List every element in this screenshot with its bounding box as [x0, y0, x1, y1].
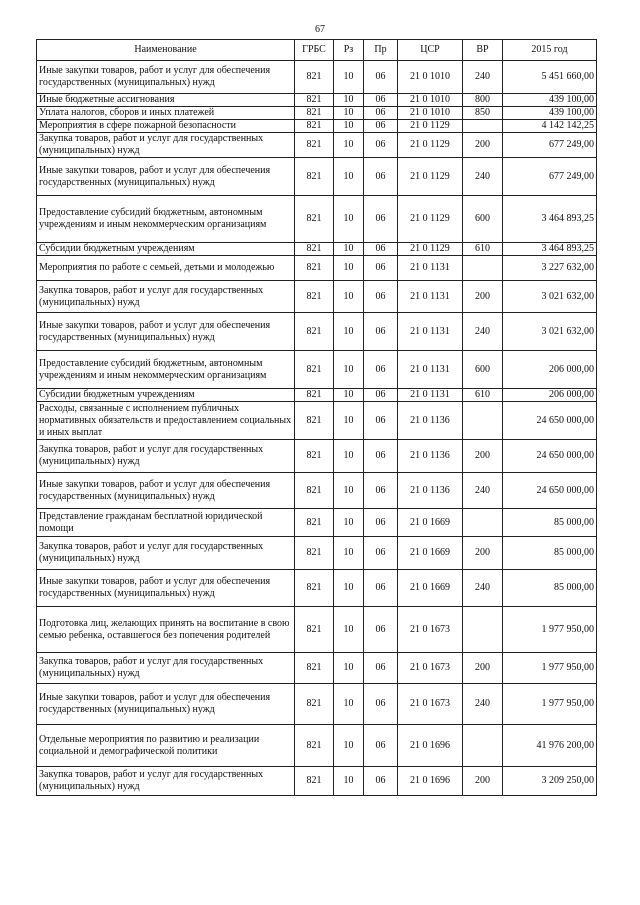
cell-vr: 850: [463, 107, 503, 120]
cell-csr: 21 0 1010: [398, 61, 463, 94]
cell-pr: 06: [364, 684, 398, 725]
cell-csr: 21 0 1131: [398, 351, 463, 389]
cell-name: Иные закупки товаров, работ и услуг для обеспечения государственных (муниципальных) нужд: [37, 313, 295, 351]
cell-rz: 10: [334, 94, 364, 107]
cell-vr: [463, 256, 503, 281]
table-row: [37, 570, 597, 607]
cell-vr: 240: [463, 313, 503, 351]
cell-amount: 1 977 950,00: [503, 684, 597, 725]
cell-vr: [463, 120, 503, 133]
cell-csr: 21 0 1129: [398, 133, 463, 158]
cell-grbs: 821: [295, 120, 334, 133]
cell-pr: 06: [364, 256, 398, 281]
cell-grbs: 821: [295, 351, 334, 389]
cell-grbs: 821: [295, 473, 334, 509]
cell-csr: 21 0 1696: [398, 767, 463, 796]
cell-rz: 10: [334, 61, 364, 94]
cell-amount: 24 650 000,00: [503, 440, 597, 473]
cell-rz: 10: [334, 767, 364, 796]
cell-amount: 677 249,00: [503, 158, 597, 196]
table-row: [37, 256, 597, 281]
cell-csr: 21 0 1010: [398, 94, 463, 107]
cell-amount: 439 100,00: [503, 94, 597, 107]
cell-grbs: 821: [295, 313, 334, 351]
cell-pr: 06: [364, 61, 398, 94]
cell-csr: 21 0 1669: [398, 509, 463, 537]
header-name: Наименование: [37, 40, 295, 61]
cell-vr: [463, 402, 503, 440]
cell-name: Иные закупки товаров, работ и услуг для обеспечения государственных (муниципальных) нужд: [37, 684, 295, 725]
cell-name: Иные закупки товаров, работ и услуг для обеспечения государственных (муниципальных) нужд: [37, 473, 295, 509]
cell-rz: 10: [334, 256, 364, 281]
cell-amount: 677 249,00: [503, 133, 597, 158]
cell-amount: 3 209 250,00: [503, 767, 597, 796]
table-row: [37, 473, 597, 509]
cell-pr: 06: [364, 570, 398, 607]
cell-rz: 10: [334, 607, 364, 653]
cell-vr: 800: [463, 94, 503, 107]
cell-name: Иные бюджетные ассигнования: [37, 94, 295, 107]
cell-csr: 21 0 1129: [398, 120, 463, 133]
cell-grbs: 821: [295, 281, 334, 313]
cell-csr: 21 0 1129: [398, 243, 463, 256]
cell-rz: 10: [334, 537, 364, 570]
table-row: [37, 94, 597, 107]
cell-pr: 06: [364, 725, 398, 767]
cell-rz: 10: [334, 243, 364, 256]
cell-rz: 10: [334, 281, 364, 313]
cell-name: Предоставление субсидий бюджетным, автономным учреждениям и иным некоммерческим организациям: [37, 196, 295, 243]
cell-rz: 10: [334, 107, 364, 120]
cell-name: Иные закупки товаров, работ и услуг для обеспечения государственных (муниципальных) нужд: [37, 61, 295, 94]
cell-vr: 610: [463, 389, 503, 402]
table-row: [37, 133, 597, 158]
cell-name: Иные закупки товаров, работ и услуг для обеспечения государственных (муниципальных) нужд: [37, 158, 295, 196]
cell-grbs: 821: [295, 767, 334, 796]
cell-vr: 600: [463, 196, 503, 243]
cell-amount: 41 976 200,00: [503, 725, 597, 767]
cell-rz: 10: [334, 509, 364, 537]
table-row: [37, 537, 597, 570]
cell-grbs: 821: [295, 107, 334, 120]
budget-table: [36, 39, 597, 796]
table-row: [37, 120, 597, 133]
cell-pr: 06: [364, 243, 398, 256]
table-row: [37, 61, 597, 94]
cell-vr: 200: [463, 653, 503, 684]
cell-amount: 1 977 950,00: [503, 653, 597, 684]
table-row: [37, 389, 597, 402]
cell-amount: 3 021 632,00: [503, 281, 597, 313]
cell-csr: 21 0 1669: [398, 537, 463, 570]
cell-amount: 206 000,00: [503, 389, 597, 402]
cell-amount: 5 451 660,00: [503, 61, 597, 94]
cell-rz: 10: [334, 351, 364, 389]
cell-rz: 10: [334, 158, 364, 196]
cell-grbs: 821: [295, 402, 334, 440]
cell-pr: 06: [364, 107, 398, 120]
cell-csr: 21 0 1131: [398, 389, 463, 402]
cell-vr: [463, 725, 503, 767]
cell-grbs: 821: [295, 684, 334, 725]
cell-amount: 1 977 950,00: [503, 607, 597, 653]
table-row: [37, 243, 597, 256]
cell-grbs: 821: [295, 653, 334, 684]
cell-rz: 10: [334, 133, 364, 158]
cell-name: Закупка товаров, работ и услуг для государственных (муниципальных) нужд: [37, 653, 295, 684]
table-row: [37, 281, 597, 313]
cell-vr: 240: [463, 570, 503, 607]
table-row: [37, 351, 597, 389]
cell-grbs: 821: [295, 256, 334, 281]
cell-vr: [463, 607, 503, 653]
header-year: 2015 год: [503, 40, 597, 61]
cell-name: Подготовка лиц, желающих принять на воспитание в свою семью ребенка, оставшегося без попечения родителей: [37, 607, 295, 653]
cell-csr: 21 0 1696: [398, 725, 463, 767]
cell-name: Закупка товаров, работ и услуг для государственных (муниципальных) нужд: [37, 133, 295, 158]
cell-name: Закупка товаров, работ и услуг для государственных (муниципальных) нужд: [37, 440, 295, 473]
cell-vr: 200: [463, 537, 503, 570]
cell-vr: 200: [463, 133, 503, 158]
cell-pr: 06: [364, 120, 398, 133]
cell-name: Уплата налогов, сборов и иных платежей: [37, 107, 295, 120]
cell-name: Субсидии бюджетным учреждениям: [37, 243, 295, 256]
cell-name: Закупка товаров, работ и услуг для государственных (муниципальных) нужд: [37, 767, 295, 796]
cell-pr: 06: [364, 389, 398, 402]
cell-csr: 21 0 1131: [398, 281, 463, 313]
table-row: [37, 313, 597, 351]
cell-rz: 10: [334, 402, 364, 440]
cell-rz: 10: [334, 389, 364, 402]
cell-rz: 10: [334, 440, 364, 473]
table-row: [37, 607, 597, 653]
cell-vr: 200: [463, 767, 503, 796]
cell-pr: 06: [364, 653, 398, 684]
header-csr: ЦСР: [398, 40, 463, 61]
cell-name: Закупка товаров, работ и услуг для государственных (муниципальных) нужд: [37, 537, 295, 570]
cell-amount: 4 142 142,25: [503, 120, 597, 133]
cell-name: Мероприятия в сфере пожарной безопасности: [37, 120, 295, 133]
cell-csr: 21 0 1131: [398, 256, 463, 281]
page-number: 67: [315, 24, 325, 35]
cell-grbs: 821: [295, 61, 334, 94]
table-row: [37, 684, 597, 725]
cell-grbs: 821: [295, 537, 334, 570]
cell-pr: 06: [364, 133, 398, 158]
cell-name: Иные закупки товаров, работ и услуг для обеспечения государственных (муниципальных) нужд: [37, 570, 295, 607]
cell-rz: 10: [334, 570, 364, 607]
cell-csr: 21 0 1673: [398, 653, 463, 684]
cell-pr: 06: [364, 509, 398, 537]
cell-amount: 3 464 893,25: [503, 196, 597, 243]
table-header-row: [37, 40, 597, 61]
cell-grbs: 821: [295, 133, 334, 158]
cell-pr: 06: [364, 196, 398, 243]
table-row: [37, 158, 597, 196]
cell-grbs: 821: [295, 725, 334, 767]
cell-grbs: 821: [295, 94, 334, 107]
cell-grbs: 821: [295, 570, 334, 607]
cell-amount: 439 100,00: [503, 107, 597, 120]
cell-name: Отдельные мероприятия по развитию и реализации социальной и демографической политики: [37, 725, 295, 767]
cell-amount: 24 650 000,00: [503, 473, 597, 509]
cell-pr: 06: [364, 313, 398, 351]
cell-pr: 06: [364, 537, 398, 570]
cell-pr: 06: [364, 158, 398, 196]
table-row: [37, 509, 597, 537]
cell-amount: 3 227 632,00: [503, 256, 597, 281]
header-vr: ВР: [463, 40, 503, 61]
table-row: [37, 196, 597, 243]
cell-vr: 610: [463, 243, 503, 256]
table-row: [37, 440, 597, 473]
cell-rz: 10: [334, 473, 364, 509]
cell-grbs: 821: [295, 196, 334, 243]
table-body: [37, 61, 597, 796]
cell-vr: 240: [463, 684, 503, 725]
cell-name: Представление гражданам бесплатной юридической помощи: [37, 509, 295, 537]
cell-name: Предоставление субсидий бюджетным, автономным учреждениям и иным некоммерческим организациям: [37, 351, 295, 389]
cell-amount: 206 000,00: [503, 351, 597, 389]
header-pr: Пр: [364, 40, 398, 61]
cell-name: Мероприятия по работе с семьей, детьми и молодежью: [37, 256, 295, 281]
cell-pr: 06: [364, 94, 398, 107]
cell-amount: 85 000,00: [503, 537, 597, 570]
table-row: [37, 107, 597, 120]
cell-pr: 06: [364, 402, 398, 440]
header-grbs: ГРБС: [295, 40, 334, 61]
cell-rz: 10: [334, 653, 364, 684]
cell-amount: 24 650 000,00: [503, 402, 597, 440]
cell-csr: 21 0 1669: [398, 570, 463, 607]
cell-pr: 06: [364, 281, 398, 313]
cell-rz: 10: [334, 196, 364, 243]
table-row: [37, 725, 597, 767]
cell-rz: 10: [334, 725, 364, 767]
cell-csr: 21 0 1010: [398, 107, 463, 120]
cell-grbs: 821: [295, 607, 334, 653]
cell-vr: 200: [463, 440, 503, 473]
cell-vr: 600: [463, 351, 503, 389]
cell-csr: 21 0 1129: [398, 158, 463, 196]
cell-pr: 06: [364, 440, 398, 473]
cell-name: Расходы, связанные с исполнением публичных нормативных обязательств и предоставлением социальных и иных выплат: [37, 402, 295, 440]
cell-csr: 21 0 1673: [398, 607, 463, 653]
cell-rz: 10: [334, 313, 364, 351]
cell-csr: 21 0 1131: [398, 313, 463, 351]
cell-pr: 06: [364, 351, 398, 389]
cell-csr: 21 0 1136: [398, 473, 463, 509]
cell-csr: 21 0 1673: [398, 684, 463, 725]
cell-csr: 21 0 1136: [398, 440, 463, 473]
cell-pr: 06: [364, 607, 398, 653]
table-row: [37, 767, 597, 796]
cell-amount: 85 000,00: [503, 509, 597, 537]
cell-grbs: 821: [295, 389, 334, 402]
cell-vr: 240: [463, 61, 503, 94]
cell-grbs: 821: [295, 243, 334, 256]
cell-grbs: 821: [295, 509, 334, 537]
cell-amount: 85 000,00: [503, 570, 597, 607]
cell-name: Субсидии бюджетным учреждениям: [37, 389, 295, 402]
cell-vr: 240: [463, 473, 503, 509]
cell-csr: 21 0 1129: [398, 196, 463, 243]
cell-vr: [463, 509, 503, 537]
cell-csr: 21 0 1136: [398, 402, 463, 440]
table-row: [37, 653, 597, 684]
cell-amount: 3 021 632,00: [503, 313, 597, 351]
cell-name: Закупка товаров, работ и услуг для государственных (муниципальных) нужд: [37, 281, 295, 313]
cell-grbs: 821: [295, 158, 334, 196]
cell-pr: 06: [364, 767, 398, 796]
cell-vr: 200: [463, 281, 503, 313]
cell-rz: 10: [334, 120, 364, 133]
cell-rz: 10: [334, 684, 364, 725]
table-row: [37, 402, 597, 440]
cell-pr: 06: [364, 473, 398, 509]
cell-vr: 240: [463, 158, 503, 196]
header-rz: Рз: [334, 40, 364, 61]
cell-grbs: 821: [295, 440, 334, 473]
cell-amount: 3 464 893,25: [503, 243, 597, 256]
